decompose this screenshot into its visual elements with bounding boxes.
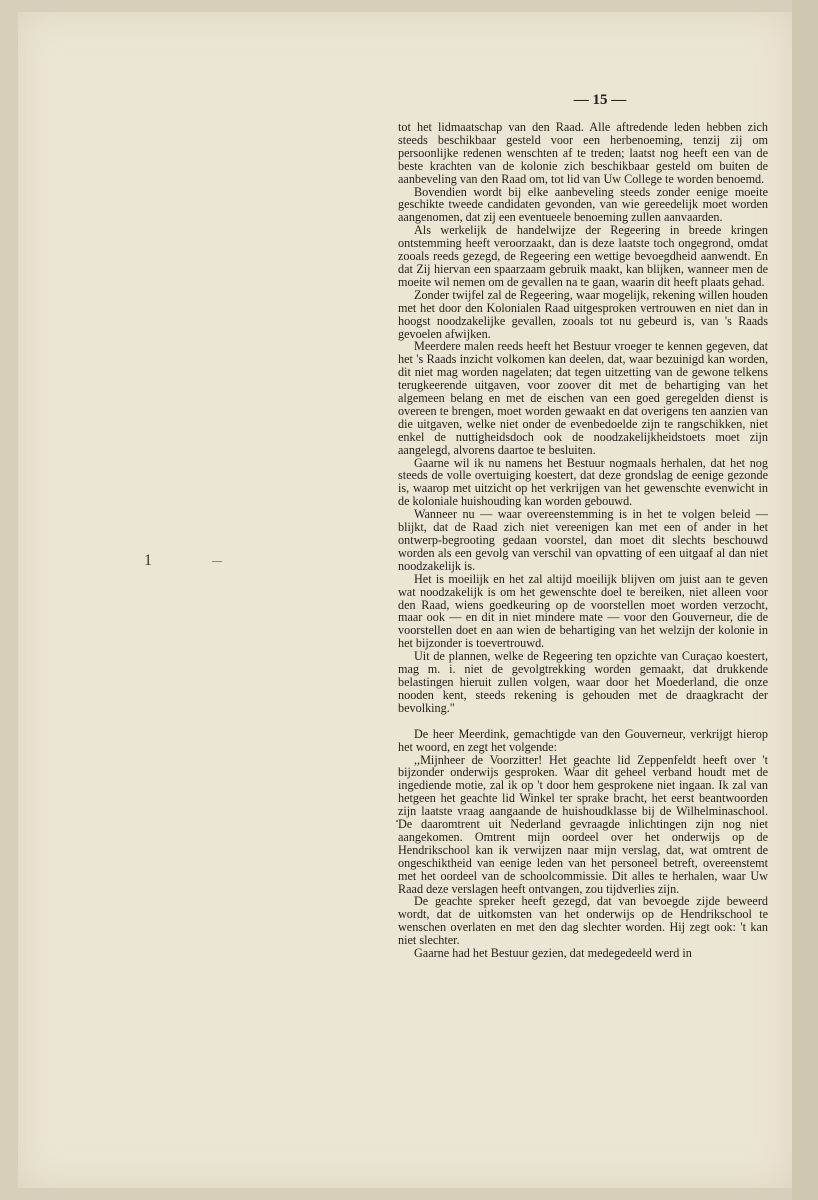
paragraph-13: Gaarne had het Bestuur gezien, dat medegedeeld werd in bbox=[414, 946, 692, 961]
margin-mark: 1 bbox=[144, 552, 152, 569]
paragraph-10: De heer Meerdink, gemachtigde van den Gouverneur, verkrijgt hierop het woord, en zegt het volgende: bbox=[398, 726, 768, 754]
paragraph-3: Als werkelijk de handelwijze der Regeering in breede kringen ontstemming heeft veroorzaakt, dan is deze laatste toch ongegrond, omdat zooals reeds gezegd, de Regeering een wettige bevoegdheid aanwendt. En dat Zij hiervan een spaarzaam gebruik maakt, kan blijken, wanneer men de moeite wil nemen om de gevallen na te gaan, waarin dit heeft plaats gehad. bbox=[398, 223, 768, 289]
paragraph-11: ,,Mijnheer de Voorzitter! Het geachte lid Zeppenfeldt heeft over 't bijzonder onderwijs gesproken. Waar dit geheel verband houdt met de ingediende motie, zal ik op 't door hem gesprokene niet ingaan. Ik zal van hetgeen het geachte lid Winkel ter sprake bracht, het eerst beantwoorden zijn laatste vraag aangaande de huishoudklasse bij de Wilhelminaschool. De daaromtrent uit Nederland gevraagde inlichtingen zijn nog niet aangekomen. Omtrent mijn oordeel over het onderwijs op de Hendrikschool kan ik verwijzen naar mijn verslag, dat, wat omtrent de ongeschiktheid van eenige leden van het personeel betreft, overeenstemt met het oordeel van de schoolcommissie. Dit alles te herhalen, waar Uw Raad deze verslagen heeft ontvangen, zou tijdverlies zijn. bbox=[398, 752, 768, 896]
paragraph-9: Uit de plannen, welke de Regeering ten opzichte van Curaçao koestert, mag m. i. niet de gevolgtrekking worden gemaakt, dat drukkende belastingen hieruit zullen volgen, waar door het Moederland, die onze nooden kent, steeds rekening is gehouden met de draagkracht der bevolking." bbox=[398, 649, 768, 715]
paragraph-12: De geachte spreker heeft gezegd, dat van bevoegde zijde beweerd wordt, dat de uitkomsten van het onderwijs op de Hendrikschool te wenschen overlaten en met den dag slechter worden. Hij zegt ook: 't kan niet slechter. bbox=[398, 894, 768, 948]
paragraph-5: Meerdere malen reeds heeft het Bestuur vroeger te kennen gegeven, dat het 's Raads inzicht volkomen kan deelen, dat, waar bezuinigd kan worden, dit niet mag worden nagelaten; dat tegen uitzetting van de gewone telkens terugkeerende uitgaven, voor zoover dit met de behartiging van het algemeen belang en met de eischen van een goed geregelden dienst is overeen te brengen, moet worden gewaakt en dat overigens ten aanzien van die uitgaven, welke niet onder de evenbedoelde zijn te rangschikken, niet enkel de nuttigheidsdoch ook de noodzakelijkheidstoets moet zijn aangelegd, alvorens daartoe te besluiten. bbox=[398, 339, 768, 457]
paragraph-6: Gaarne wil ik nu namens het Bestuur nogmaals herhalen, dat het nog steeds de volle overtuiging koestert, dat deze grondslag de eenige gezonde is, waarop met uitzicht op het verkrijgen van het gewenschte evenwicht in de koloniale huishouding kan worden gebouwd. bbox=[398, 455, 768, 509]
paragraph-1: tot het lidmaatschap van den Raad. Alle aftredende leden hebben zich steeds beschikbaar gesteld voor een herbenoeming, tenzij zij om persoonlijke redenen wenschten af te treden; laatst nog heeft een van de beste krachten van de kolonie zich beschikbaar gesteld om buiten de aanbeveling van den Raad om, tot lid van Uw College te worden benoemd. bbox=[398, 120, 768, 186]
text-column bbox=[398, 121, 768, 960]
paragraph-8: Het is moeilijk en het zal altijd moeilijk blijven om juist aan te geven wat noodzakelijk is om het gewenschte doel te bereiken, niet alleen voor den Raad, wiens goedkeuring op de voorstellen moet worden verzocht, maar ook — en dit in niet mindere mate — voor den Gouverneur, die de voorstellen doet en aan wien de behartiging van het welzijn der kolonie in het bijzonder is toevertrouwd. bbox=[398, 571, 768, 651]
scan-edge bbox=[792, 0, 818, 1200]
page-number: — 15 — bbox=[573, 92, 627, 108]
paragraph-7: Wanneer nu — waar overeenstemming is in het te volgen beleid — blijkt, dat de Raad zich niet vereenigen kan met een of ander in het ontwerp-begrooting gedaan voorstel, dan moet dit slechts beschouwd worden als een gevolg van verschil van opvatting of een uitgaaf al dan niet noodzakelijk is. bbox=[398, 507, 768, 573]
paragraph-2: Bovendien wordt bij elke aanbeveling steeds zonder eenige moeite geschikte tweede candidaten gevonden, van wie gereedelijk moet worden aangenomen, dat zij een eventueele benoeming zullen aanvaarden. bbox=[398, 184, 768, 225]
margin-dash bbox=[212, 561, 222, 562]
paragraph-4: Zonder twijfel zal de Regeering, waar mogelijk, rekening willen houden met het door den Kolonialen Raad uitgesproken vertrouwen en niet dan in hoogst noodzakelijke gevallen, zooals tot nu gebeurd is, van 's Raads gevoelen afwijken. bbox=[398, 287, 768, 341]
